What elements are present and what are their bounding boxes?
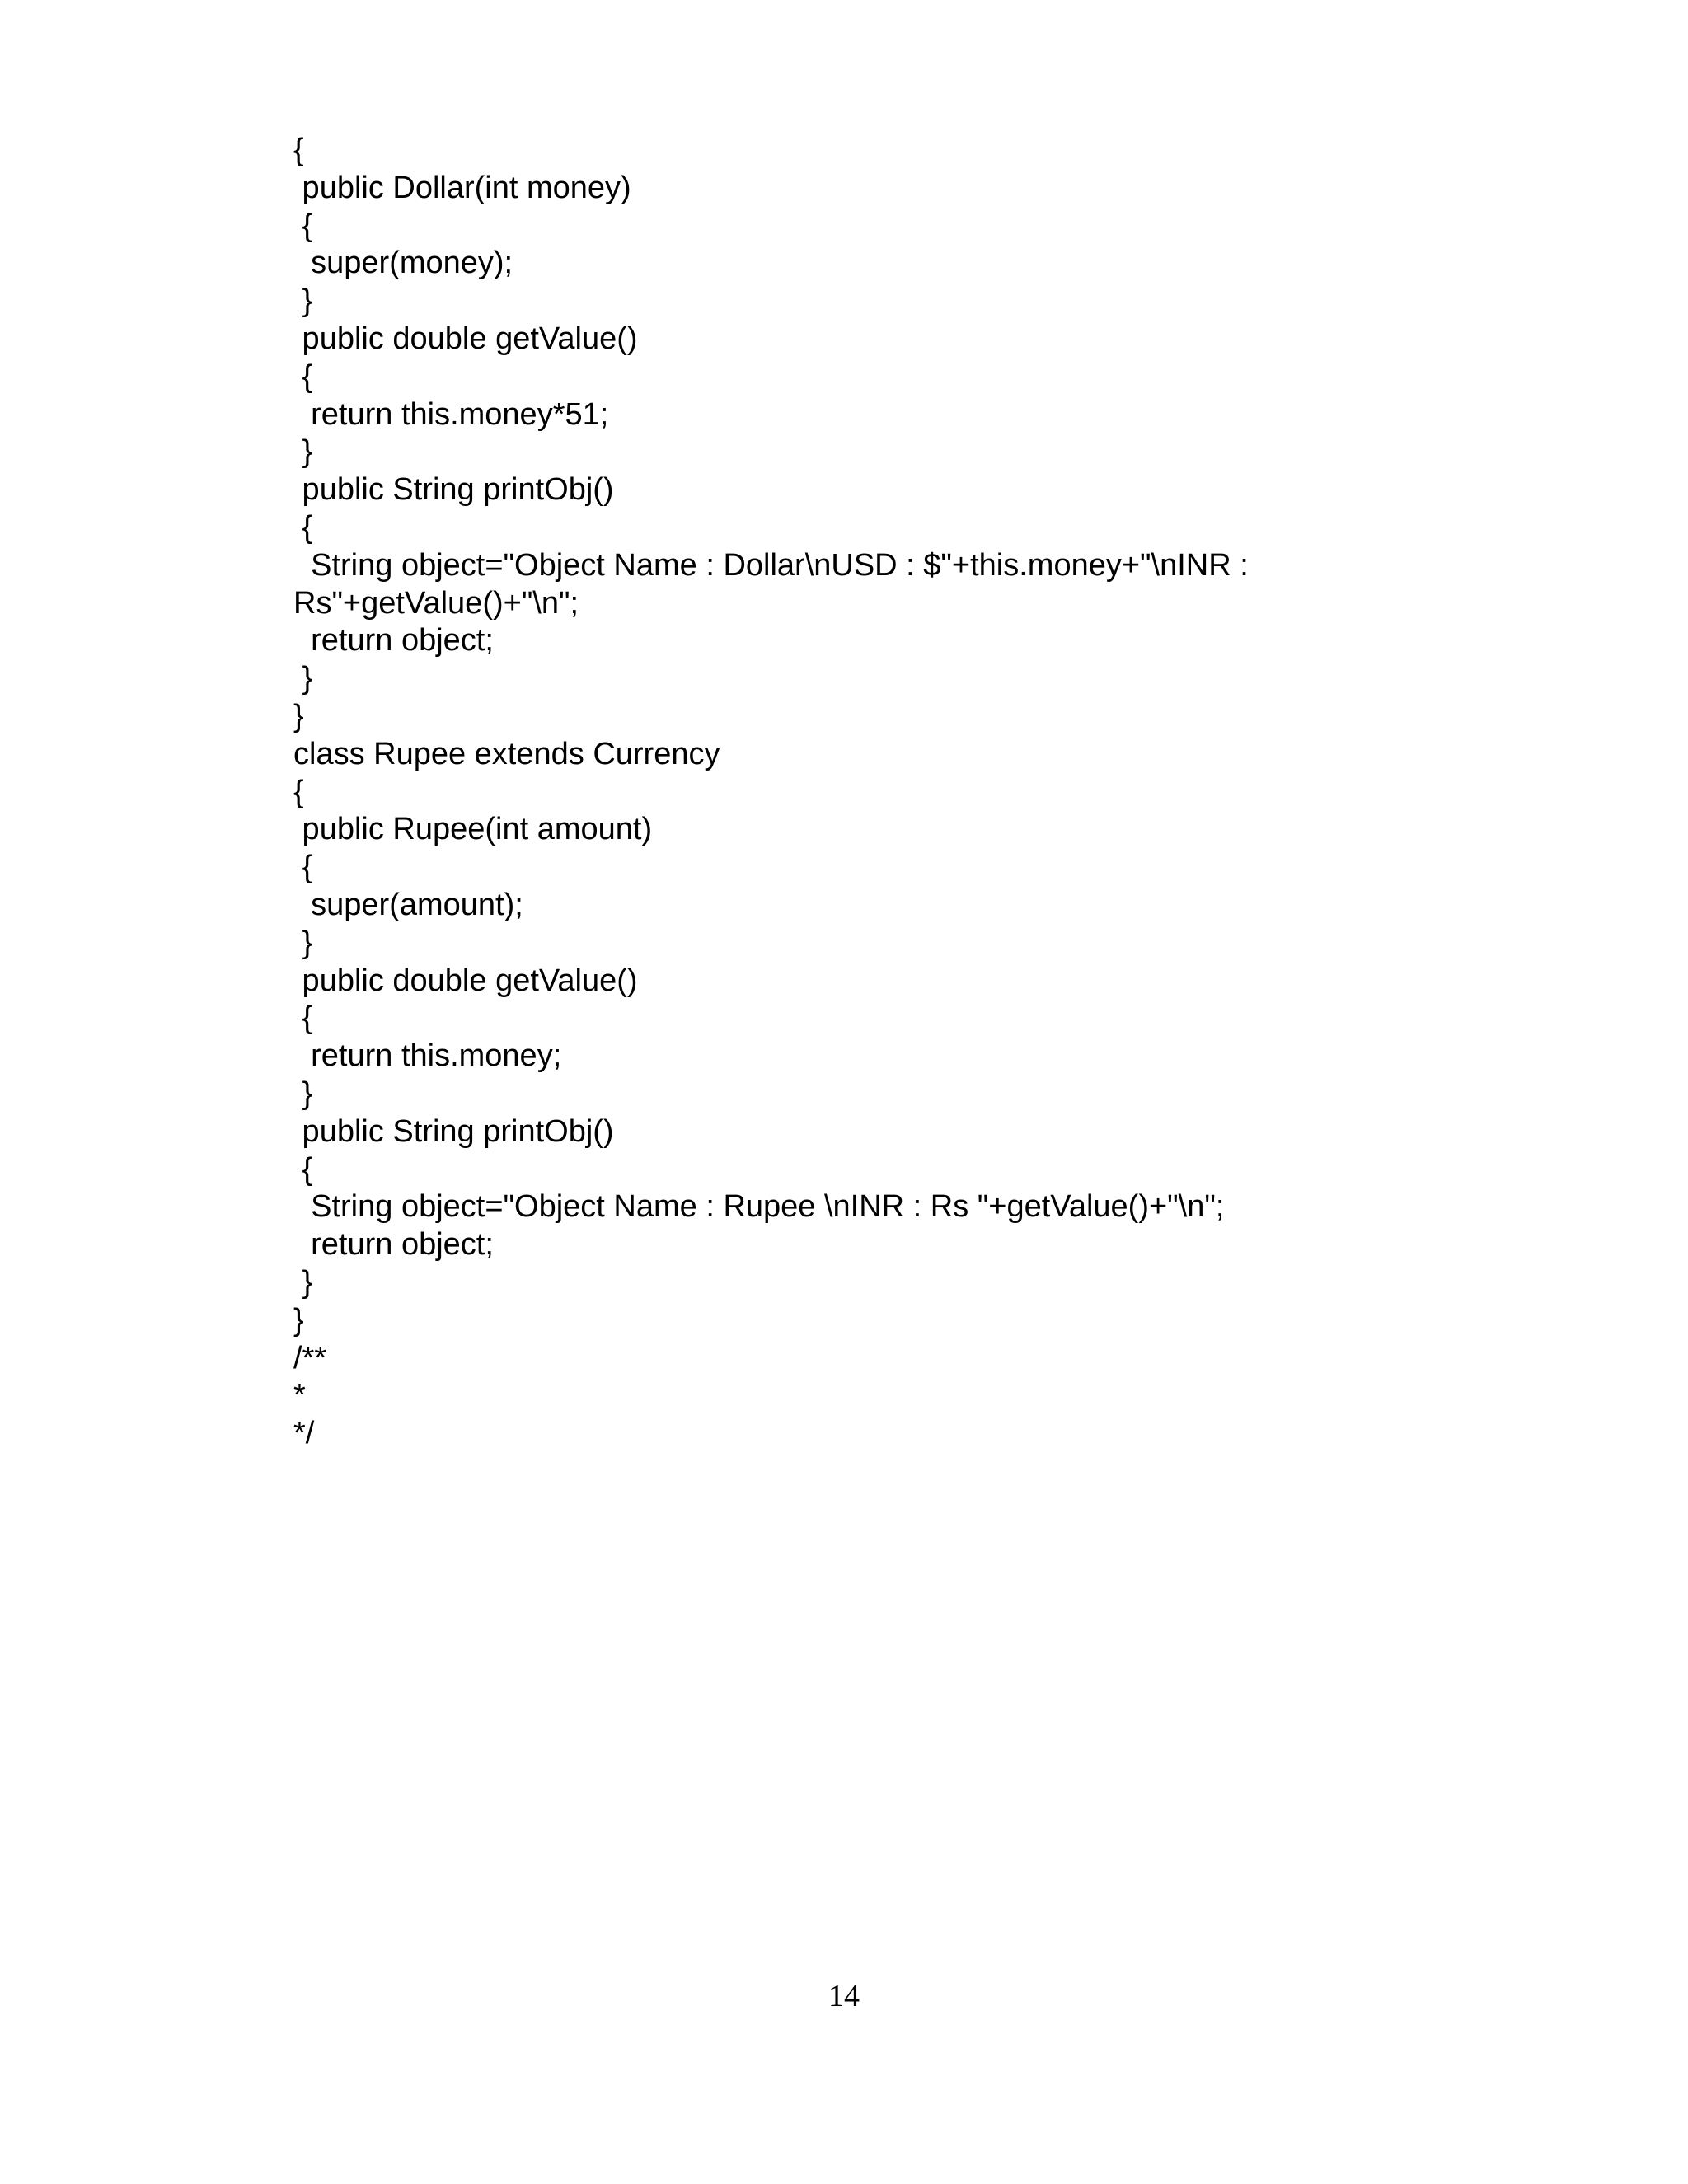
- code-line: }: [293, 1076, 313, 1111]
- page-number: 14: [828, 1979, 860, 2013]
- code-line: return this.money;: [293, 1038, 562, 1074]
- code-line: }: [293, 434, 313, 470]
- code-line: return object;: [293, 1227, 494, 1263]
- code-line: }: [293, 1302, 304, 1338]
- code-line: public Dollar(int money): [293, 170, 631, 205]
- code-line: */: [293, 1416, 315, 1451]
- code-line: return this.money*51;: [293, 396, 609, 432]
- code-line: }: [293, 1264, 313, 1300]
- code-line: super(amount);: [293, 887, 523, 922]
- code-line: super(money);: [293, 246, 513, 281]
- code-line: String object="Object Name : Dollar\nUSD : $"+this.money+"\nINR :: [293, 547, 1249, 583]
- code-line: {: [293, 1151, 313, 1187]
- code-line: public String printObj(): [293, 1113, 614, 1149]
- code-line: {: [293, 359, 313, 394]
- code-line: /**: [293, 1340, 327, 1376]
- code-line: {: [293, 133, 304, 167]
- code-line: {: [293, 208, 313, 243]
- code-listing: [293, 132, 1447, 1453]
- code-line: return object;: [293, 623, 494, 658]
- code-line: }: [293, 925, 313, 960]
- code-line: {: [293, 1001, 313, 1036]
- code-line: Rs"+getValue()+"\n";: [293, 585, 579, 621]
- code-line: public Rupee(int amount): [293, 812, 653, 847]
- code-line: public String printObj(): [293, 472, 614, 508]
- code-line: public double getValue(): [293, 321, 638, 356]
- code-line: {: [293, 509, 313, 545]
- code-line: String object="Object Name : Rupee \nINR : Rs "+getValue()+"\n";: [293, 1189, 1225, 1225]
- code-line: *: [293, 1378, 306, 1413]
- code-line: }: [293, 698, 304, 733]
- code-line: }: [293, 661, 313, 696]
- code-line: {: [293, 774, 304, 809]
- code-line: }: [293, 284, 313, 319]
- code-line: public double getValue(): [293, 963, 638, 998]
- code-line: {: [293, 850, 313, 885]
- code-line: class Rupee extends Currency: [293, 736, 720, 771]
